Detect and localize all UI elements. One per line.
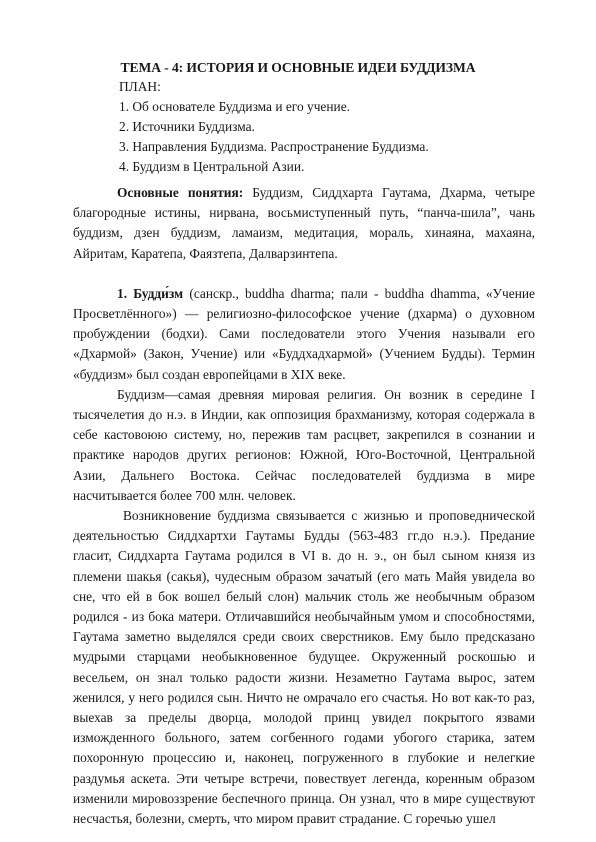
concepts-label: Основные понятия: [117,185,244,200]
page-title: ТЕМА - 4: ИСТОРИЯ И ОСНОВНЫЕ ИДЕИ БУДДИЗМА [120,60,476,75]
concepts-text: Буддизм, Сиддхарта Гаутама, Дхарма, четыре благородные истины, нирвана, восьмиступенный путь, “панча-шила”, чань буддизм, дзен буддизм, ламаизм, медитация, мораль, хинаяна, махаяна, Айритам, Каратепа, Фаязтепа, Далварзинтепа. [73,185,536,261]
plan-item: 1. Об основателе Буддизма и его учение. [119,99,350,114]
plan-list [119,77,559,177]
plan-item: 3. Направления Буддизма. Распространение Буддизма. [119,139,429,154]
plan-heading: ПЛАН: [119,79,161,94]
document-body [73,183,535,829]
section-1-term: 1. Будди́зм [117,285,184,301]
plan-item: 2. Источники Буддизма. [119,119,255,134]
plan-item: 4. Буддизм в Центральной Азии. [119,159,305,174]
concepts-paragraph [73,183,535,264]
paragraph-3: Возникновение буддизма связывается с жизнью и проповеднической деятельностью Сиддхартхи Гаутамы Будды (563-483 гг.до н.э.). Предание гласит, Сиддхарта Гаутама родился в VI в. до н. э., он был сыном князя из племени шакья (сакья), чудесным образом зачатый (его мать Майя увидела во сне, что ей в бок вошел белый слон) мальчик столь же необычным образом родился - из бока матери. Отличавшийся необычайным умом и способностями, Гаутама заметно выделялся среди своих сверстников. Ему было предсказано мудрыми старцами необыкновенное будущее. Окруженный роскошью и весельем, он знал только радости жизни. Незаметно Гаутама вырос, затем женился, у него родился сын. Ничто не омрачало его счастья. Но вот как-то раз, выехав за пределы дворца, молодой принц увидел покрытого язвами изможденного больного, затем согбенного годами убогого старика, затем похоронную процессию и, наконец, погруженного в глубокие и нелегкие раздумья аскета. Эти четыре встречи, повествует легенда, коренным образом изменили мировоззрение беспечного принца. Он узнал, что в мире существуют несчастья, болезни, смерть, что миром правит страдание. С горечью ушел [73,508,535,827]
section-1-paragraph [73,284,535,385]
section-1-text: (санскр., buddha dharma; пали - buddha dhamma, «Учение Просветлённого») — религиозно-философское учение (дхарма) о духовном пробуждении (бодхи). Сами последователи этого Учения называли его «Дхармой» (Закон, Учение) или «Буддхадхармой» (Учением Будды). Термин «буддизм» был создан европейцами в XIX веке. [73,285,535,382]
paragraph-2: Буддизм—самая древняя мировая религия. Он возник в середине I тысячелетия до н.э. в Индии, как оппозиция брахманизму, которая содержала в себе кастовоюю систему, но, пережив там расцвет, закрепился в сознании и практике народов других регионов: Южной, Юго-Восточной, Центральной Азии, Дальнего Востока. Сейчас последователей буддизма в мире насчитывается более 700 млн. человек. [73,386,535,503]
